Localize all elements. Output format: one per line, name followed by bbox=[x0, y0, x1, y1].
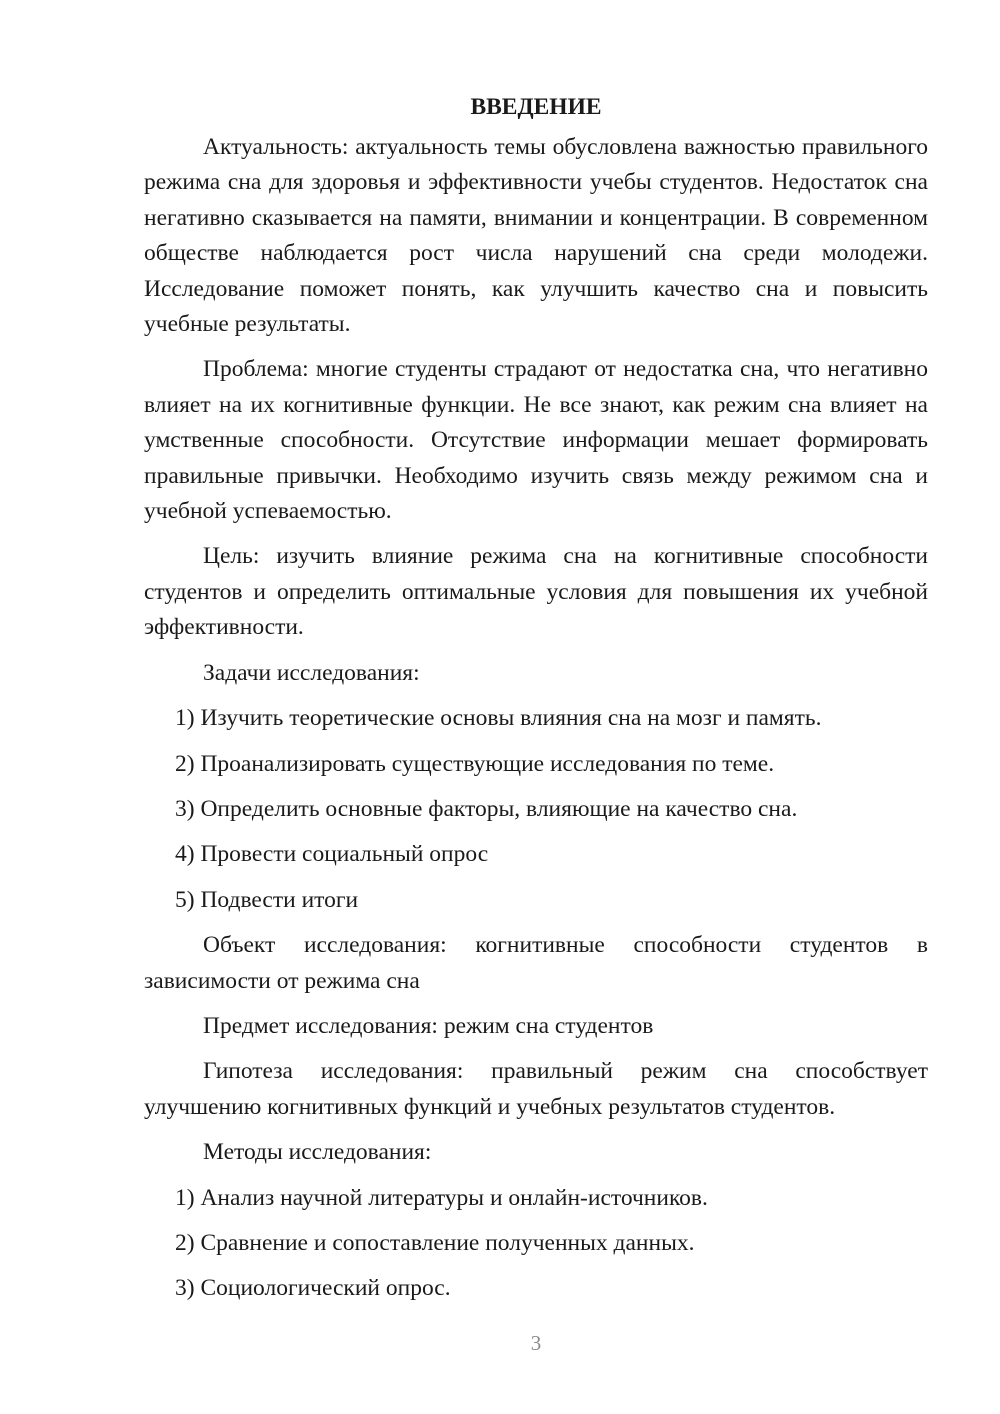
tasks-heading: Задачи исследования: bbox=[203, 659, 420, 686]
tasks-list bbox=[144, 701, 928, 918]
problem-paragraph: Проблема: многие студенты страдают от недостатка сна, что негативно влияет на их когнитивные функции. Не все знают, как режим сна влияет на умственные способности. Отсутствие информации мешает формировать правильные привычки. Необходимо изучить связь между режимом сна и учебной успеваемостью. bbox=[144, 356, 928, 525]
list-item: 5) Подвести итоги bbox=[175, 886, 359, 913]
hypothesis-paragraph: Гипотеза исследования: правильный режим сна способствует улучшению когнитивных функций и учебных результатов студентов. bbox=[144, 1058, 928, 1120]
relevance-paragraph: Актуальность: актуальность темы обусловлена важностью правильного режима сна для здоровья и эффективности учебы студентов. Недостаток сна негативно сказывается на памяти, внимании и концентрации. В современном обществе наблюдается рост числа нарушений сна среди молодежи. Исследование поможет понять, как улучшить качество сна и повысить учебные результаты. bbox=[144, 134, 928, 338]
list-item: 1) Изучить теоретические основы влияния сна на мозг и память. bbox=[175, 705, 822, 732]
page-title: ВВЕДЕНИЕ bbox=[470, 94, 602, 120]
subject-paragraph: Предмет исследования: режим сна студентов bbox=[203, 1012, 654, 1039]
methods-list bbox=[144, 1181, 928, 1307]
list-item: 1) Анализ научной литературы и онлайн-источников. bbox=[175, 1184, 708, 1211]
page-number: 3 bbox=[530, 1331, 542, 1355]
list-item: 4) Провести социальный опрос bbox=[175, 841, 489, 868]
methods-heading: Методы исследования: bbox=[203, 1139, 432, 1166]
page-content bbox=[144, 90, 928, 1317]
object-paragraph: Объект исследования: когнитивные способности студентов в зависимости от режима сна bbox=[144, 932, 928, 994]
list-item: 2) Сравнение и сопоставление полученных данных. bbox=[175, 1229, 695, 1256]
goal-paragraph: Цель: изучить влияние режима сна на когнитивные способности студентов и определить оптимальные условия для повышения их учебной эффективности. bbox=[144, 543, 928, 641]
list-item: 3) Социологический опрос. bbox=[175, 1275, 451, 1302]
list-item: 3) Определить основные факторы, влияющие на качество сна. bbox=[175, 795, 798, 822]
list-item: 2) Проанализировать существующие исследования по теме. bbox=[175, 750, 775, 777]
